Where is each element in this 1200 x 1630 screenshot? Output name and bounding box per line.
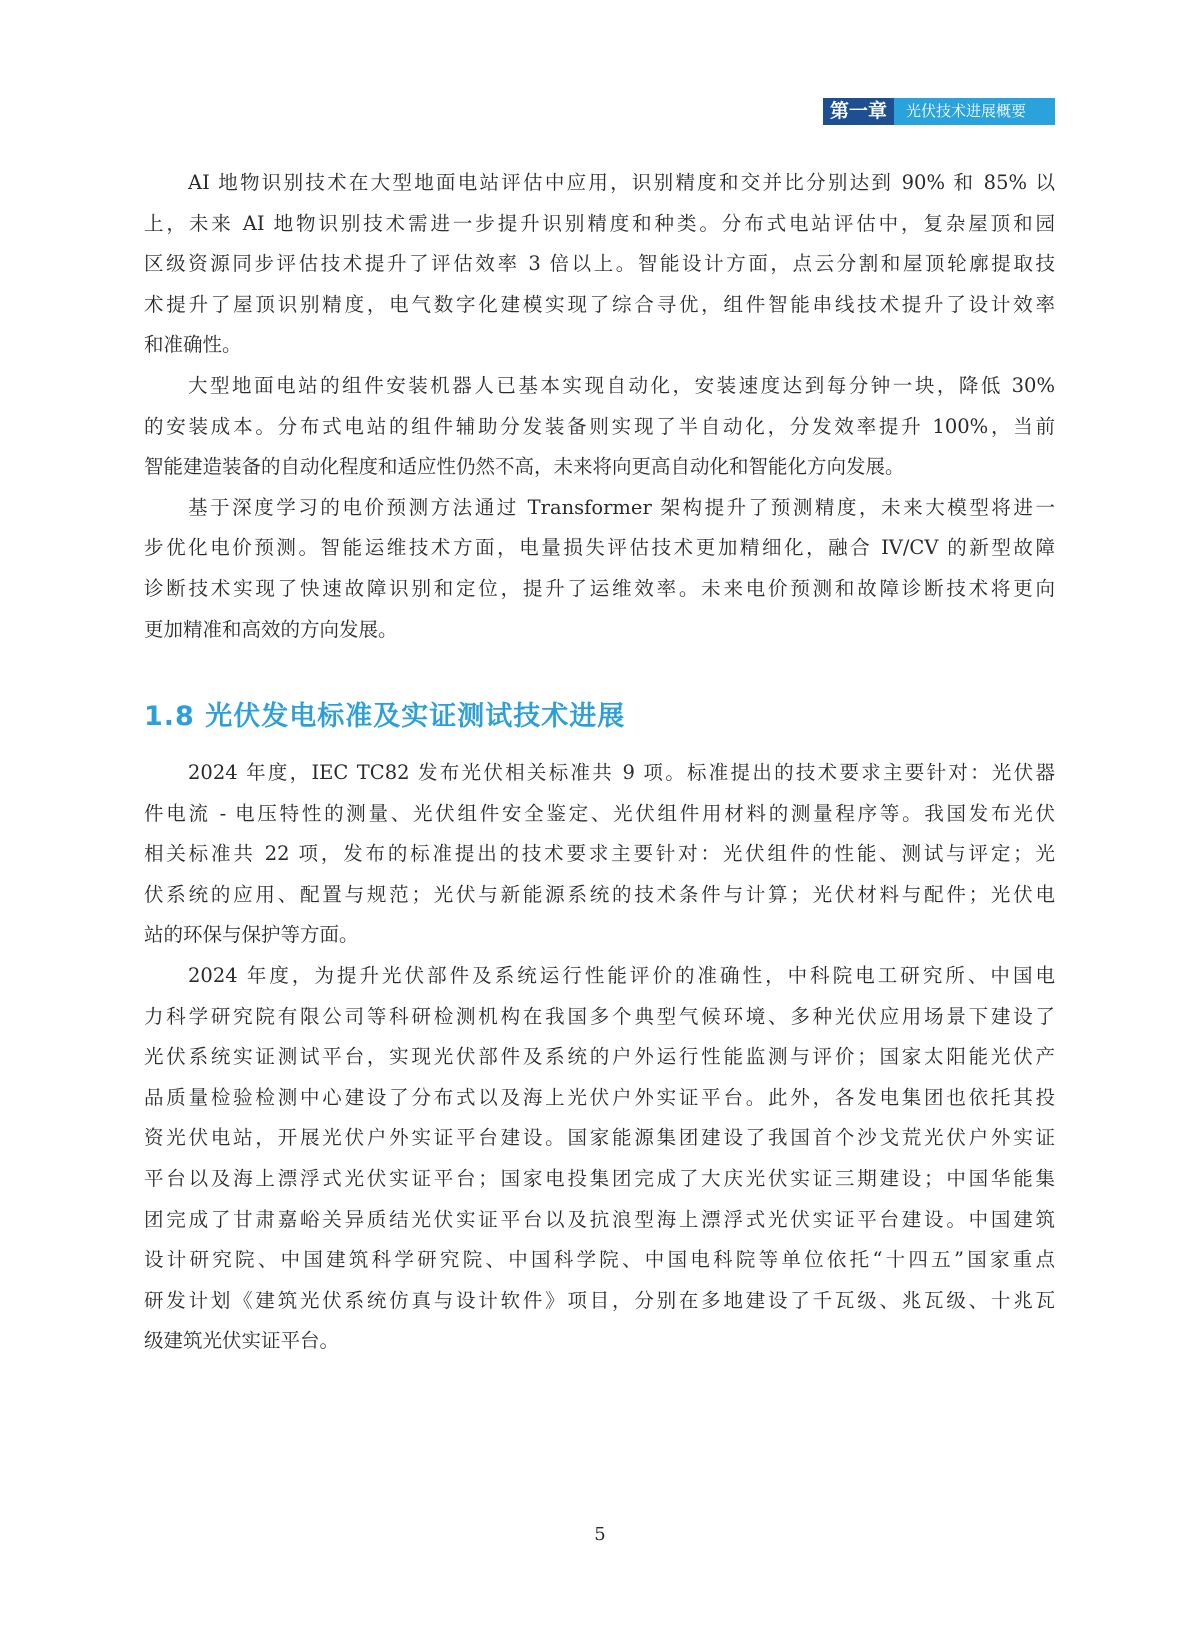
chapter-label: 第一章: [823, 98, 894, 125]
text-line: 平台以及海上漂浮式光伏实证平台；国家电投集团完成了大庆光伏实证三期建设；中国华能集: [144, 1166, 1055, 1190]
paragraph: [144, 753, 1055, 956]
text-line: 基于深度学习的电价预测方法通过 Transformer 架构提升了预测精度，未来大模型将进一: [188, 495, 1055, 519]
text-line: 区级资源同步评估技术提升了评估效率 3 倍以上。智能设计方面，点云分割和屋顶轮廓提取技: [144, 252, 1055, 276]
chapter-header: [823, 98, 1055, 125]
text-line: 相关标准共 22 项，发布的标准提出的技术要求主要针对：光伏组件的性能、测试与评定；光: [144, 842, 1055, 866]
text-line: 上，未来 AI 地物识别技术需进一步提升识别精度和种类。分布式电站评估中，复杂屋顶和园: [144, 211, 1055, 235]
text-line: 级建筑光伏实证平台。: [144, 1329, 340, 1353]
chapter-title: 光伏技术进展概要: [894, 98, 1055, 125]
text-line: 更加精准和高效的方向发展。: [144, 617, 398, 641]
text-line: 2024 年度，为提升光伏部件及系统运行性能评价的准确性，中科院电工研究所、中国电: [188, 963, 1055, 987]
text-line: 力科学研究院有限公司等科研检测机构在我国多个典型气候环境、多种光伏应用场景下建设了: [144, 1004, 1055, 1028]
section-1-body: [144, 163, 1055, 650]
text-line: 件电流 - 电压特性的测量、光伏组件安全鉴定、光伏组件用材料的测量程序等。我国发布光伏: [144, 801, 1055, 825]
text-line: 步优化电价预测。智能运维技术方面，电量损失评估技术更加精细化，融合 IV/CV 的新型故障: [144, 536, 1055, 560]
text-line: 光伏系统实证测试平台，实现光伏部件及系统的户外运行性能监测与评价；国家太阳能光伏产: [144, 1045, 1055, 1069]
paragraph: [144, 163, 1055, 366]
text-line: 团完成了甘肃嘉峪关异质结光伏实证平台以及抗浪型海上漂浮式光伏实证平台建设。中国建筑: [144, 1207, 1055, 1231]
text-line: 大型地面电站的组件安装机器人已基本实现自动化，安装速度达到每分钟一块，降低 30%: [188, 373, 1055, 397]
text-line: 的安装成本。分布式电站的组件辅助分发装备则实现了半自动化，分发效率提升 100%，当前: [144, 414, 1055, 438]
page-number: 5: [594, 1524, 606, 1545]
section-heading: 1.8 光伏发电标准及实证测试技术进展: [144, 701, 626, 732]
text-line: 研发计划《建筑光伏系统仿真与设计软件》项目，分别在多地建设了千瓦级、兆瓦级、十兆瓦: [144, 1288, 1055, 1312]
paragraph: [144, 488, 1055, 650]
text-line: 术提升了屋顶识别精度，电气数字化建模实现了综合寻优，组件智能串线技术提升了设计效率: [144, 292, 1055, 316]
paragraph: [144, 366, 1055, 488]
text-line: 和准确性。: [144, 333, 242, 357]
text-line: 设计研究院、中国建筑科学研究院、中国科学院、中国电科院等单位依托“十四五”国家重点: [144, 1248, 1055, 1272]
text-line: 智能建造装备的自动化程度和适应性仍然不高，未来将向更高自动化和智能化方向发展。: [144, 455, 905, 479]
text-line: 资光伏电站，开展光伏户外实证平台建设。国家能源集团建设了我国首个沙戈荒光伏户外实证: [144, 1126, 1055, 1150]
text-line: 2024 年度，IEC TC82 发布光伏相关标准共 9 项。标准提出的技术要求主要针对：光伏器: [188, 761, 1055, 784]
text-line: 站的环保与保护等方面。: [144, 923, 359, 947]
text-line: AI 地物识别技术在大型地面电站评估中应用，识别精度和交并比分别达到 90% 和 85% 以: [188, 171, 1055, 194]
text-line: 诊断技术实现了快速故障识别和定位，提升了运维效率。未来电价预测和故障诊断技术将更向: [144, 576, 1055, 600]
text-line: 伏系统的应用、配置与规范；光伏与新能源系统的技术条件与计算；光伏材料与配件；光伏电: [144, 882, 1055, 906]
section-2-body: [144, 753, 1055, 1362]
text-line: 品质量检验检测中心建设了分布式以及海上光伏户外实证平台。此外，各发电集团也依托其投: [144, 1085, 1055, 1109]
paragraph: [144, 956, 1055, 1362]
